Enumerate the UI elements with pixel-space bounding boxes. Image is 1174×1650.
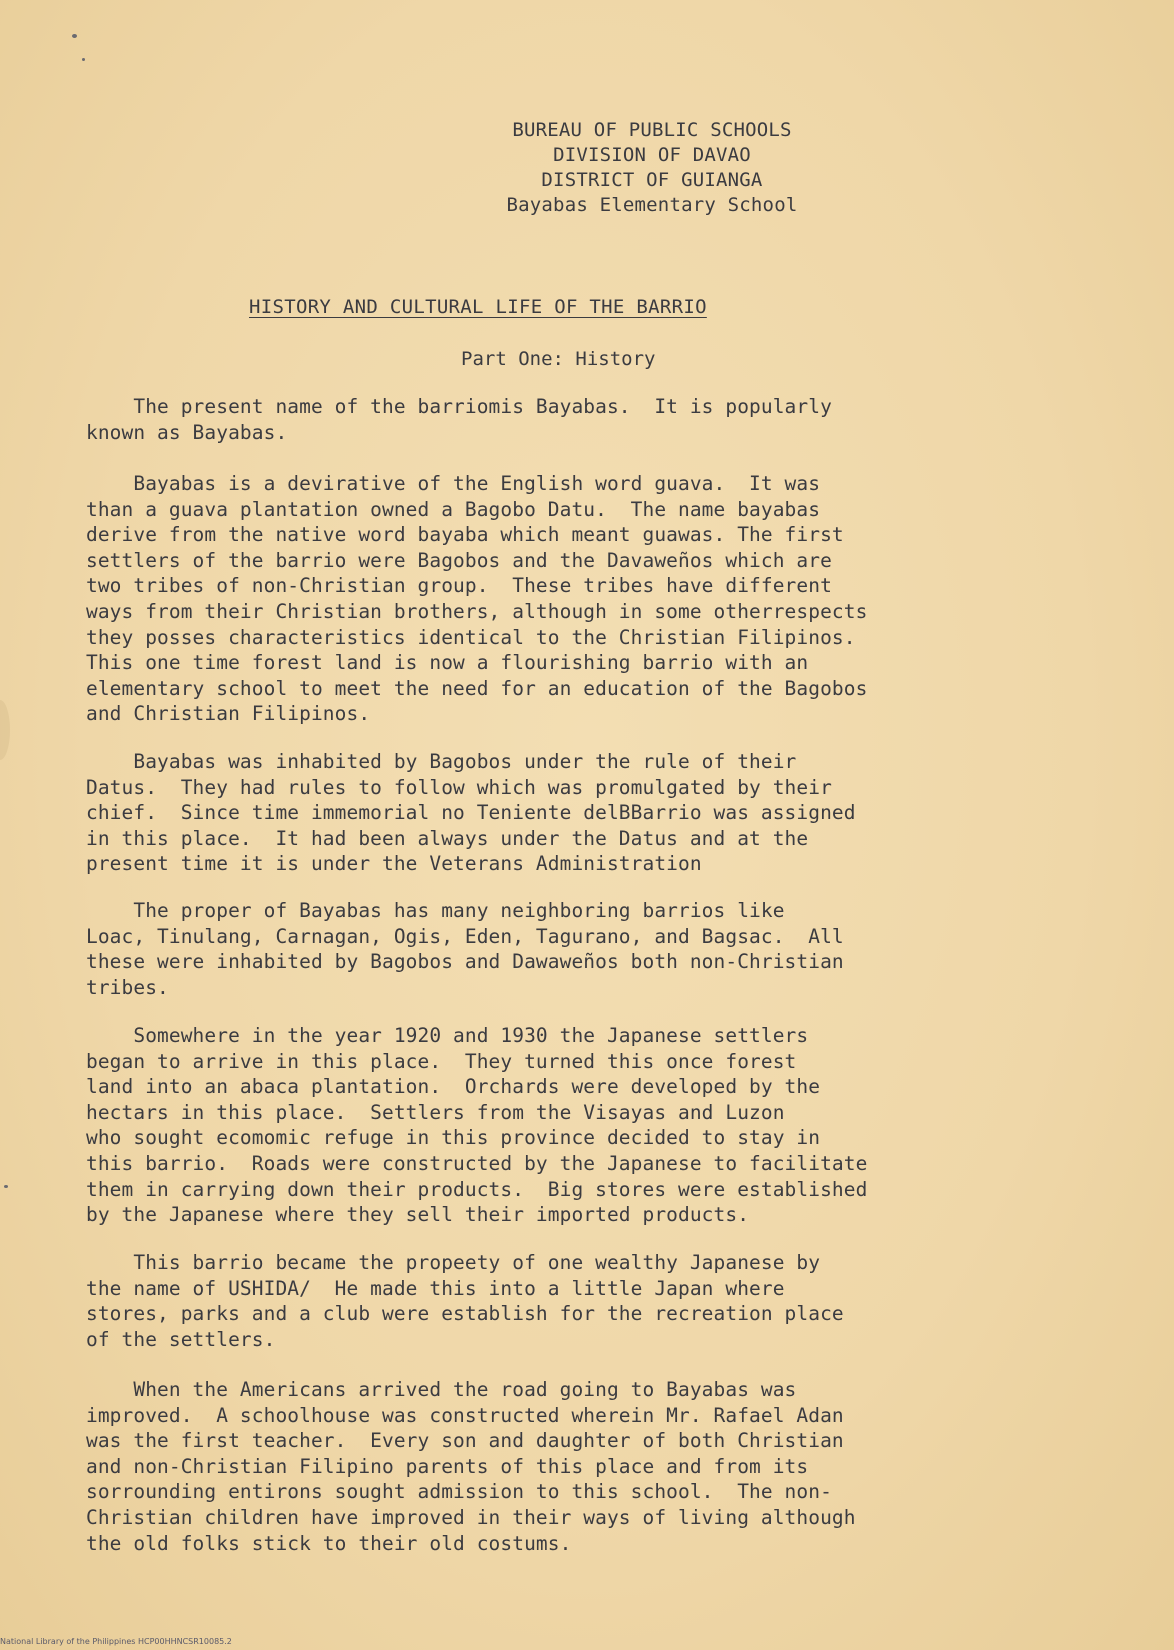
paper-stain <box>0 700 10 760</box>
paper-speck <box>4 1185 8 1188</box>
paragraph-americans-school: When the Americans arrived the road going to Bayabas was improved. A schoolhouse was constructed wherein Mr. Rafael Adan was the first teacher. Every son and daughter of both Christian and non-Christian Filipino parents of this place and from its sorrounding entirons sought admission to this school. The non- Christian children have improved in their ways of living although the old folks stick to their old costums. <box>86 1378 856 1555</box>
paragraph-ushida: This barrio became the propeety of one wealthy Japanese by the name of USHIDA/ He made this into a little Japan where stores, parks and a club were establish for the recreation place of the settlers. <box>86 1251 844 1351</box>
header-division: DIVISION OF DAVAO <box>553 144 751 166</box>
archive-footer: National Library of the Philippines HCP00HHNCSR10085.2 <box>0 1637 232 1646</box>
paragraph-datus-rule: Bayabas was inhabited by Bagobos under the rule of their Datus. They had rules to follow which was promulgated by their chief. Since time immemorial no Teniente delBBarrio was assigned in this place. It had been always under the Datus and at the present time it is under the Veterans Administration <box>86 750 856 876</box>
paragraph-neighboring-barrios: The proper of Bayabas has many neighboring barrios like Loac, Tinulang, Carnagan, Ogis, Eden, Tagurano, and Bagsac. All these were inhabited by Bagobos and Dawaweños both non-Christian tribes. <box>86 899 844 999</box>
section-heading: Part One: History <box>461 348 656 370</box>
paragraph-japanese-settlers: Somewhere in the year 1920 and 1930 the Japanese settlers began to arrive in this place. They turned this once forest land into an abaca plantation. Orchards were developed by the hectars in this place. Settlers from the Visayas and Luzon who sought ecomomic refuge in this province decided to stay in this barrio. Roads were constructed by the Japanese to facilitate them in carrying down their products. Big stores were established by the Japanese where they sell their imported products. <box>86 1024 868 1227</box>
header-school: Bayabas Elementary School <box>506 194 798 216</box>
header-district: DISTRICT OF GUIANGA <box>541 169 763 191</box>
paragraph-present-name: The present name of the barriomis Bayabas. It is popularly known as Bayabas. <box>86 395 832 444</box>
paper-speck <box>72 34 77 38</box>
document-header <box>0 118 1174 218</box>
paper-speck <box>82 58 85 61</box>
paragraph-origin-of-name: Bayabas is a devirative of the English word guava. It was than a guava plantation owned a Bagobo Datu. The name bayabas derive from the native word bayaba which meant guawas. The first settlers of the barrio were Bagobos and the Davaweños which are two tribes of non-Christian group. These tribes have different ways from their Christian brothers, although in some otherrespects they posses characteristics identical to the Christian Filipinos. This one time forest land is now a flourishing barrio with an elementary school to meet the need for an education of the Bagobos and Christian Filipinos. <box>86 472 868 726</box>
header-bureau: BUREAU OF PUBLIC SCHOOLS <box>512 119 792 141</box>
document-title: HISTORY AND CULTURAL LIFE OF THE BARRIO <box>249 296 707 318</box>
